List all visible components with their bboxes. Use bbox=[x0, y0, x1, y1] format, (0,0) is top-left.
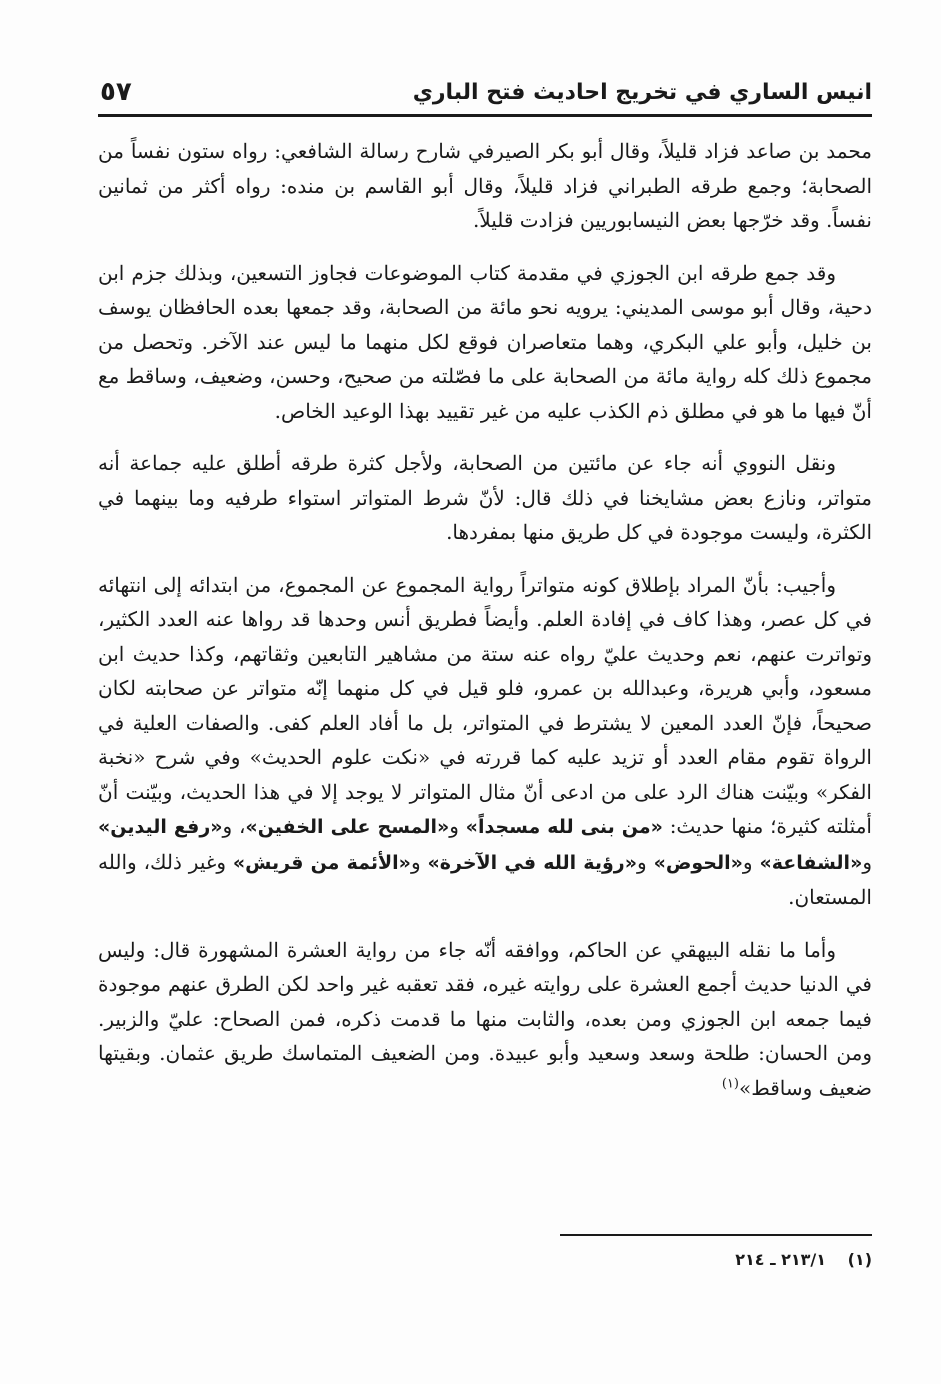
hadith-title-khuffain: «المسح على الخفين» bbox=[245, 816, 450, 838]
hadith-title-intercession: «الشفاعة» bbox=[759, 851, 863, 874]
footnote-reference[interactable]: (١) bbox=[721, 1075, 739, 1091]
footnote-divider bbox=[560, 1234, 872, 1236]
paragraph-2: وقد جمع طرقه ابن الجوزي في مقدمة كتاب الموضوعات فجاوز التسعين، وبذلك جزم ابن دحية، وقال أبو موسى المديني: يرويه نحو مائة من الصحابة، وقد جمعها بعده الحافظان يوسف بن خليل، وأبو علي البكري، وهما متعاصران فوقع لكل منهما ما ليس عند الآخر. وتحصل من مجموع ذلك كله رواية مائة من الصحابة على ما فصّلته من صحيح، وحسن، وضعيف، وساقط مع أنّ فيها ما هو في مطلق ذم الكذب عليه من غير تقييد بهذا الوعيد الخاص. bbox=[98, 260, 872, 423]
hadith-title-hawd: «الحوض» bbox=[653, 851, 743, 874]
paragraph-4 bbox=[98, 568, 872, 915]
footnote-1 bbox=[735, 1247, 872, 1273]
page-number: ٥٧ bbox=[100, 77, 132, 107]
separator: و bbox=[742, 849, 760, 874]
paragraph-5 bbox=[98, 933, 872, 1106]
body-text bbox=[98, 134, 872, 1123]
paragraph-3: ونقل النووي أنه جاء عن مائتين من الصحابة، ولأجل كثرة طرقه أطلق عليه جماعة أنه متواتر، ونازع بعض مشايخنا في ذلك قال: لأنّ شرط المتواتر استواء طرفيه وما بينهما في الكثرة، وليست موجودة في كل طريق منها بمفردها. bbox=[98, 451, 872, 544]
separator: و bbox=[410, 849, 428, 874]
hadith-title-seeing-god: «رؤية الله في الآخرة» bbox=[427, 851, 637, 874]
paragraph-4-ending: وغير ذلك، والله المستعان. bbox=[98, 849, 872, 909]
paragraph-4-text: وأجيب: بأنّ المراد بإطلاق كونه متواتراً رواية المجموع عن المجموع، من ابتدائه إلى انتهائه في كل عصر، وهذا كاف في إفادة العلم. وأيضاً فطريق أنس وحدها قد رواها عنه العدد الكثير، وتواترت عنهم، نعم وحديث عليّ رواه عنه ستة من مشاهير التابعين وثقاتهم، وكذا حديث ابن مسعود، وأبي هريرة، وعبدالله بن عمرو، فلو قيل في كل منهما إنّه متواتر عن صحابته لكان صحيحاً، فإنّ العدد المعين لا يشترط في المتواتر، بل ما أفاد العلم كفى. والصفات العلية في الرواة تقوم مقام العدد أو تزيد عليه كما قررته في «نكت علوم الحديث» وفي شرح «نخبة الفكر» وبيّنت هناك الرد على من ادعى أنّ مثال المتواتر لا يوجد إلا في هذا الحديث، وبيّنت أنّ أمثلته كثيرة؛ منها حديث: bbox=[98, 572, 873, 838]
separator: و bbox=[449, 814, 466, 838]
footnote-marker: (١) bbox=[847, 1250, 872, 1269]
separator: و bbox=[636, 849, 654, 874]
footnote-text: ٢١٣/١ ـ ٢١٤ bbox=[735, 1250, 827, 1269]
separator: و bbox=[862, 849, 873, 874]
paragraph-1: محمد بن صاعد فزاد قليلاً، وقال أبو بكر الصيرفي شارح رسالة الشافعي: رواه ستون نفساً من الصحابة؛ وجمع طرقه الطبراني فزاد قليلاً، وقال أبو القاسم بن منده: رواه أكثر من ثمانين نفساً. وقد خرّجها بعض النيسابوريين فزادت قليلاً. bbox=[98, 139, 872, 232]
page-header bbox=[98, 78, 872, 117]
hadith-title-mosque: «من بنى لله مسجداً» bbox=[465, 816, 663, 838]
separator: ، و bbox=[222, 814, 246, 838]
hadith-title-raising-hands: «رفع اليدين» bbox=[98, 816, 223, 838]
paragraph-5-text: وأما ما نقله البيهقي عن الحاكم، ووافقه أنّه جاء من رواية العشرة المشهورة قال: وليس في الدنيا حديث أجمع العشرة على روايته غيره، فقد تعقبه غير واحد لكن الطرق عنهم موجودة فيما جمعه ابن الجوزي ومن بعده، والثابت منها ما قدمت ذكره، فمن الصحاح: عليّ والزبير. ومن الحسان: طلحة وسعد وسعيد وأبو عبيدة. ومن الضعيف المتماسك طريق عثمان. وبقيتها ضعيف وساقط» bbox=[98, 937, 872, 1100]
running-title: انيس الساري في تخريج احاديث فتح الباري bbox=[412, 80, 872, 105]
hadith-title-imams-quraysh: «الأئمة من قريش» bbox=[232, 851, 411, 874]
